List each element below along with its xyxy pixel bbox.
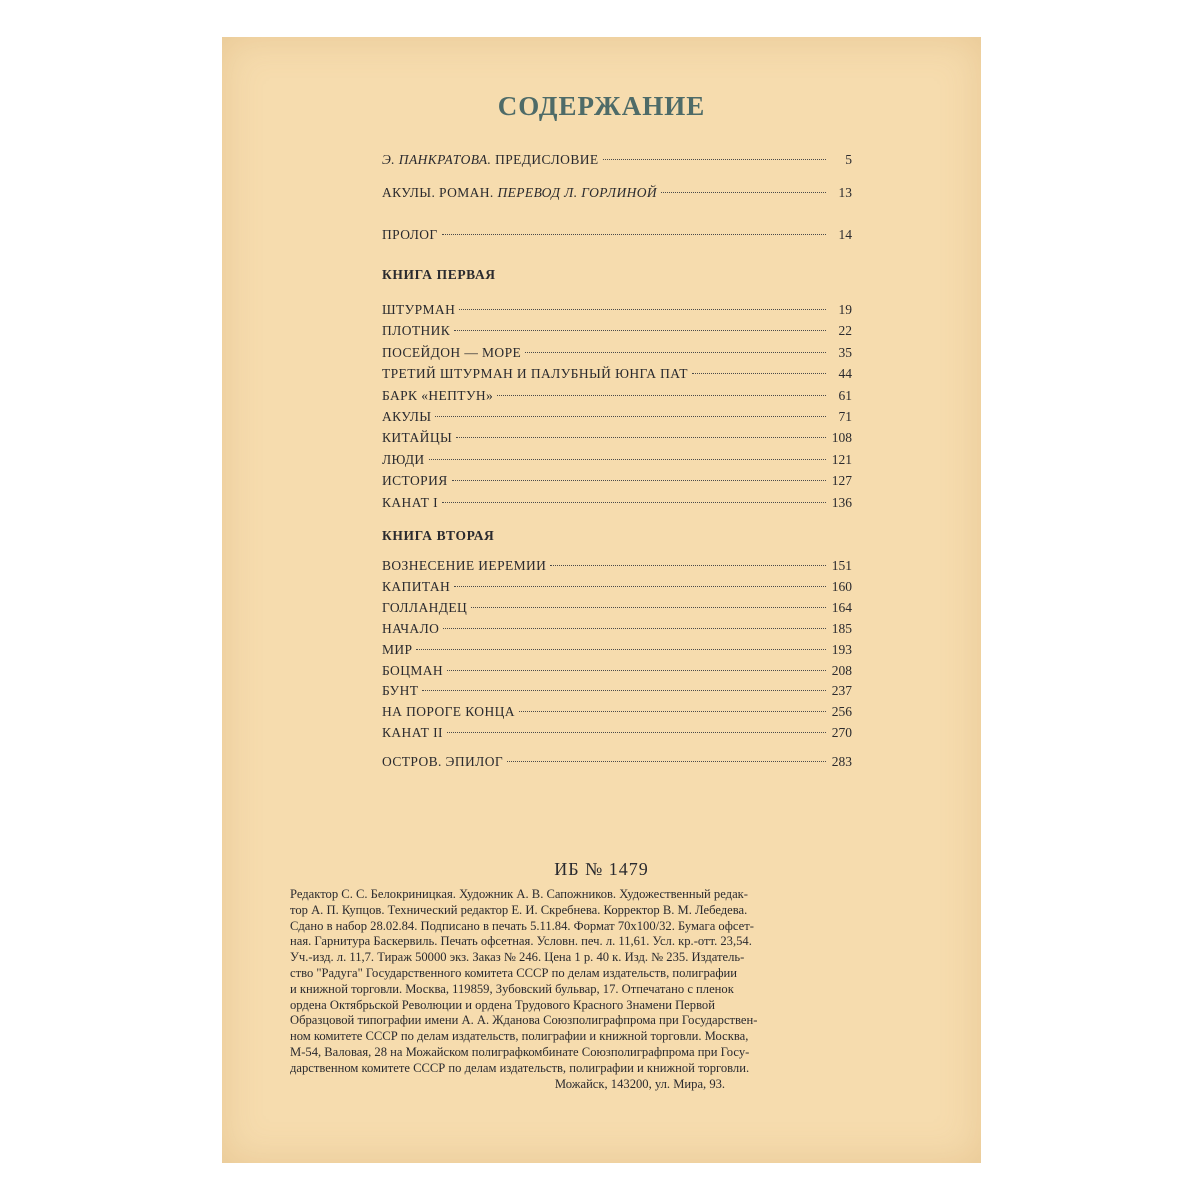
- leader-dots: [429, 459, 826, 460]
- toc-row: [382, 682, 852, 700]
- page-number: 35: [838, 344, 852, 360]
- page-number: 237: [831, 683, 852, 699]
- imprint-line: Сдано в набор 28.02.84. Подписано в печать 5.11.84. Формат 70x100/32. Бумага офсет-: [290, 918, 754, 933]
- imprint-line: М-54, Валовая, 28 на Можайском полиграфкомбинате Союзполиграфпрома при Госу-: [290, 1044, 750, 1059]
- toc-row: [382, 703, 852, 721]
- chapter-title: КИТАЙЦЫ: [382, 430, 453, 446]
- page-number: 22: [838, 323, 852, 339]
- toc-row: [382, 494, 852, 512]
- chapter-title: ПЛОТНИК: [382, 323, 451, 339]
- leader-dots: [661, 192, 826, 193]
- leader-dots: [525, 352, 826, 353]
- imprint-line: ордена Октябрьской Революции и ордена Трудового Красного Знамени Первой: [290, 997, 715, 1012]
- toc-row: [382, 344, 852, 362]
- leader-dots: [454, 586, 826, 587]
- page-title: СОДЕРЖАНИЕ: [497, 91, 706, 121]
- leader-dots: [550, 565, 826, 566]
- chapter-title: АКУЛЫ: [382, 409, 432, 424]
- imprint-line: ство "Радуга" Государственного комитета СССР по делам издательств, полиграфии: [290, 965, 737, 980]
- leader-dots: [692, 373, 826, 374]
- ib-number: ИБ № 1479: [554, 859, 649, 879]
- toc-row: [382, 472, 852, 490]
- chapter-title: КАНАТ I: [382, 494, 438, 510]
- page-number: 270: [831, 725, 852, 741]
- chapter-title: ШТУРМАН: [382, 302, 456, 317]
- leader-dots: [519, 711, 826, 712]
- leader-dots: [456, 437, 826, 438]
- toc-row: [382, 724, 852, 742]
- toc-row-preface: [382, 151, 852, 169]
- toc-row: [382, 662, 852, 680]
- chapter-title: МИР: [382, 641, 413, 657]
- imprint-line: дарственном комитете СССР по делам издательств, полиграфии и книжной торговли.: [290, 1060, 750, 1075]
- chapter-title: БОЦМАН: [382, 662, 444, 678]
- page-number: 256: [831, 704, 852, 720]
- page-number: 208: [831, 662, 852, 678]
- page-number: 108: [831, 430, 852, 446]
- preface-author: Э. ПАНКРАТОВА.: [382, 152, 492, 167]
- leader-dots: [603, 159, 826, 160]
- page-number: 13: [838, 185, 852, 200]
- toc-row: [382, 387, 852, 405]
- page-number: 136: [831, 494, 852, 510]
- leader-dots: [416, 649, 826, 650]
- leader-dots: [454, 330, 826, 331]
- chapter-title: ПОСЕЙДОН — МОРЕ: [382, 344, 522, 360]
- toc-row: [382, 301, 852, 319]
- chapter-title: КАНАТ II: [382, 725, 443, 741]
- toc-row-novel: [382, 184, 852, 202]
- leader-dots: [447, 670, 826, 671]
- toc-row: [382, 429, 852, 447]
- book-one-heading: КНИГА ПЕРВАЯ: [382, 267, 496, 282]
- imprint-line: Редактор С. С. Белокриницкая. Художник А. В. Сапожников. Художественный редак-: [290, 887, 748, 901]
- book-page: [222, 37, 981, 1163]
- imprint-block: [290, 887, 990, 1092]
- page-number: 71: [838, 409, 852, 424]
- leader-dots: [507, 761, 826, 762]
- page-number: 127: [831, 473, 852, 489]
- page-number: 164: [831, 599, 852, 615]
- toc-row-prologue: [382, 226, 852, 244]
- page-number: 44: [838, 366, 852, 382]
- page-number: 160: [831, 578, 852, 594]
- epilogue-title: ОСТРОВ. ЭПИЛОГ: [382, 754, 504, 769]
- page-number: 151: [831, 558, 852, 573]
- toc-row-epilogue: [382, 753, 852, 771]
- toc-row: [382, 578, 852, 596]
- imprint-line: и книжной торговли. Москва, 119859, Зубовский бульвар, 17. Отпечатано с пленок: [290, 981, 734, 996]
- toc-row: [382, 322, 852, 340]
- imprint-line: Уч.-изд. л. 11,7. Тираж 50000 экз. Заказ № 246. Цена 1 р. 40 к. Изд. № 235. Издатель-: [290, 950, 745, 965]
- page-number: 5: [845, 152, 852, 167]
- leader-dots: [422, 690, 826, 691]
- leader-dots: [452, 480, 826, 481]
- toc-row: [382, 641, 852, 659]
- toc-row: [382, 451, 852, 469]
- toc-row: [382, 599, 852, 617]
- chapter-title: КАПИТАН: [382, 578, 451, 594]
- page-number: 283: [831, 754, 852, 769]
- translator-credit: ПЕРЕВОД Л. ГОРЛИНОЙ: [497, 185, 658, 200]
- leader-dots: [442, 502, 826, 503]
- chapter-title: ЛЮДИ: [382, 451, 425, 467]
- chapter-title: ВОЗНЕСЕНИЕ ИЕРЕМИИ: [382, 558, 547, 573]
- chapter-title: ГОЛЛАНДЕЦ: [382, 599, 468, 615]
- imprint-line: ная. Гарнитура Баскервиль. Печать офсетная. Условн. печ. л. 11,61. Усл. кр.-отт. 23,54.: [290, 934, 752, 949]
- toc-row: [382, 620, 852, 638]
- leader-dots: [471, 607, 826, 608]
- leader-dots: [459, 309, 826, 310]
- toc-row: [382, 365, 852, 383]
- preface-title: ПРЕДИСЛОВИЕ: [491, 152, 599, 167]
- page-number: 185: [831, 620, 852, 636]
- chapter-title: БАРК «НЕПТУН»: [382, 387, 494, 403]
- page-number: 19: [838, 302, 852, 317]
- leader-dots: [447, 732, 826, 733]
- book-two-heading: КНИГА ВТОРАЯ: [382, 528, 495, 543]
- page-number: 14: [838, 227, 852, 242]
- toc-row: [382, 408, 852, 426]
- imprint-line: Можайск, 143200, ул. Мира, 93.: [554, 1076, 726, 1091]
- imprint-line: ном комитете СССР по делам издательств, полиграфии и книжной торговли. Москва,: [290, 1029, 749, 1044]
- page-number: 121: [831, 451, 852, 467]
- chapter-title: ИСТОРИЯ: [382, 473, 448, 489]
- chapter-title: НАЧАЛО: [382, 620, 440, 636]
- leader-dots: [497, 395, 826, 396]
- chapter-title: БУНТ: [382, 683, 419, 699]
- page-number: 61: [838, 387, 852, 403]
- chapter-title: НА ПОРОГЕ КОНЦА: [382, 704, 515, 720]
- prologue-title: ПРОЛОГ: [382, 227, 438, 242]
- leader-dots: [435, 416, 826, 417]
- toc-row: [382, 557, 852, 575]
- novel-title: АКУЛЫ. РОМАН.: [382, 185, 498, 200]
- leader-dots: [442, 234, 826, 235]
- imprint-line: тор А. П. Купцов. Технический редактор Е. И. Скребнева. Корректор В. М. Лебедева.: [290, 902, 748, 917]
- chapter-title: ТРЕТИЙ ШТУРМАН И ПАЛУБНЫЙ ЮНГА ПАТ: [382, 366, 688, 382]
- leader-dots: [443, 628, 826, 629]
- imprint-line: Образцовой типографии имени А. А. Жданова Союзполиграфпрома при Государствен-: [290, 1013, 758, 1028]
- page-number: 193: [831, 641, 852, 657]
